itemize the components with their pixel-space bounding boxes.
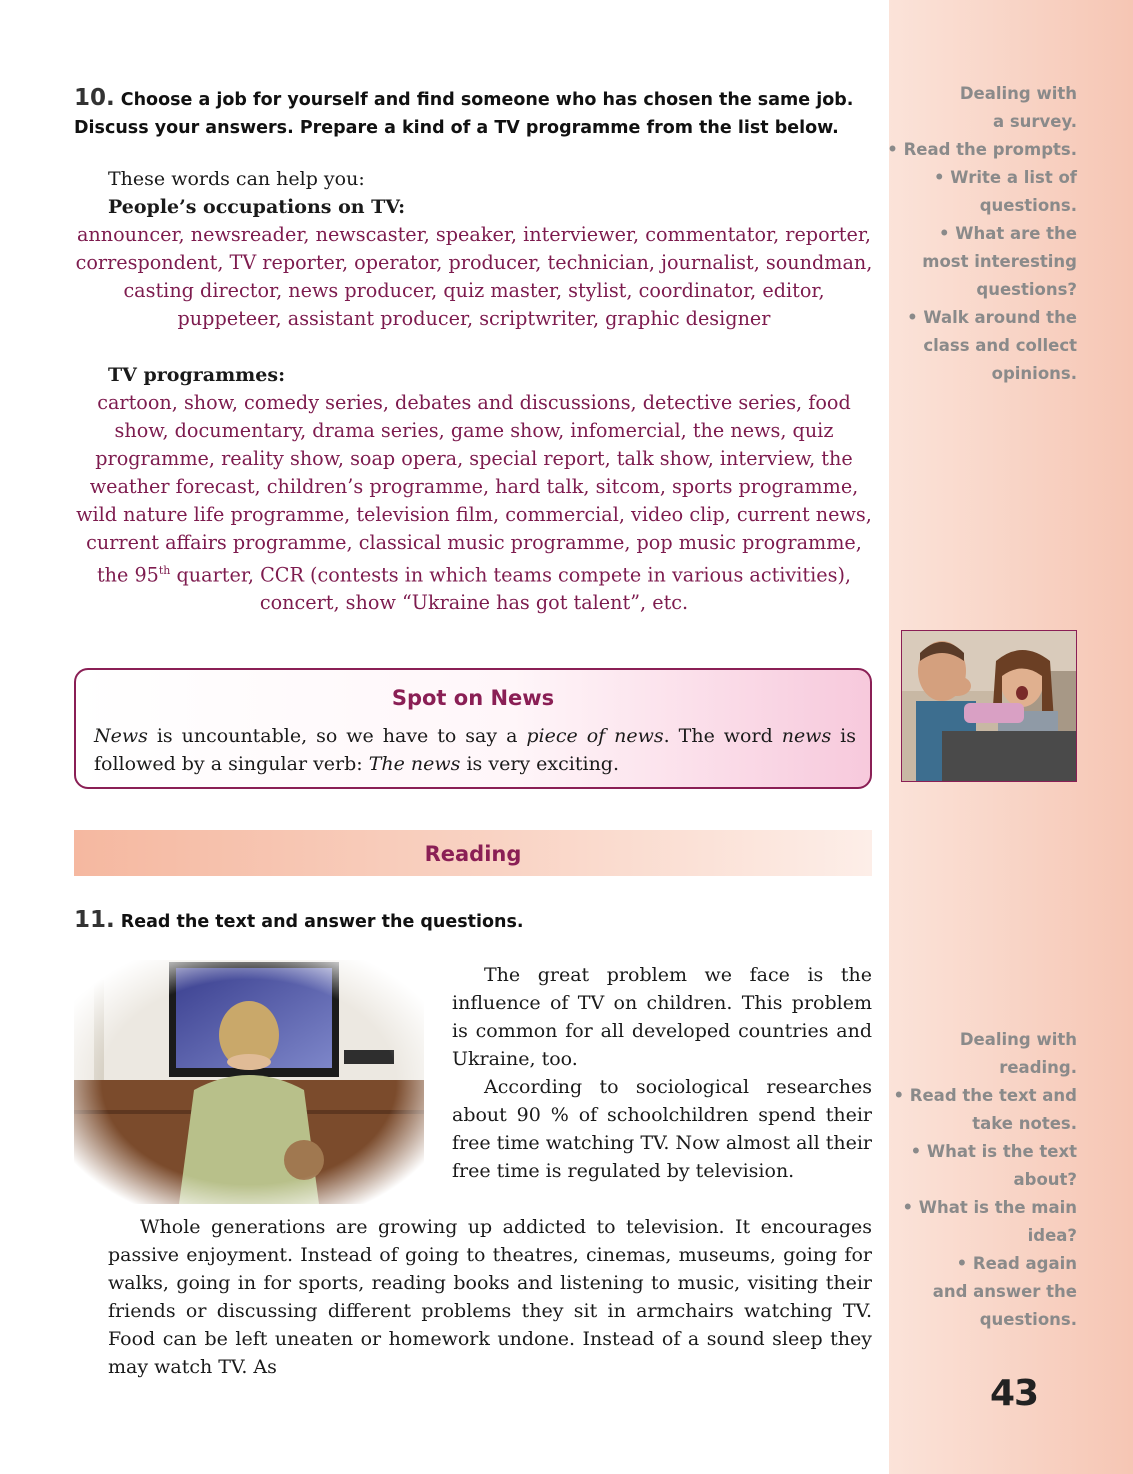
reading-title: Reading bbox=[424, 842, 522, 866]
tip-line: Dealing with bbox=[959, 84, 1077, 103]
task-text: Choose a job for yourself and find someone who has chosen the same job. Discuss your answers. Prepare a kind of a TV programme from the list below. bbox=[74, 90, 854, 138]
tip-line: • Read the text and bbox=[893, 1086, 1077, 1105]
task-11-instruction bbox=[74, 906, 874, 936]
surprised-couple-photo bbox=[901, 630, 1077, 782]
programmes-list: cartoon, show, comedy series, debates and discussions, detective series, food show, documentary, drama series, game show, infomercial, the news, quiz programme, reality show, soap opera, special report, talk show, interview, the weather forecast, children’s programme, hard talk, sitcom, sports programme, wild nature life programme, television film, commercial, video clip, current news, current affairs programme, classical music programme, pop music programme, the 95th quarter, CCR (contests in which teams compete in various activities), concert, show “Ukraine has got talent”, etc. bbox=[76, 391, 872, 615]
spot-on-news-box bbox=[74, 668, 872, 789]
reading-text-column bbox=[452, 961, 872, 1185]
task-number: 11. bbox=[74, 907, 115, 933]
tip-line: • Walk around the bbox=[907, 308, 1077, 327]
spot-title: Spot on News bbox=[391, 686, 555, 710]
child-watching-tv-photo bbox=[74, 960, 424, 1204]
reading-tips bbox=[877, 1026, 1077, 1334]
tip-line: idea? bbox=[1027, 1226, 1077, 1245]
spot-body: News is uncountable, so we have to say a piece of news. The word news is followed by a singular verb: The news is very exciting. bbox=[94, 725, 856, 775]
tip-line: • Read again bbox=[956, 1254, 1077, 1273]
tip-line: about? bbox=[1013, 1170, 1077, 1189]
reading-section-header bbox=[74, 830, 872, 876]
tip-line: • Read the prompts. bbox=[887, 140, 1077, 159]
tip-line: take notes. bbox=[972, 1114, 1077, 1133]
tip-line: questions. bbox=[979, 1310, 1077, 1329]
tip-line: • Write a list of bbox=[934, 168, 1077, 187]
tip-line: Dealing with bbox=[959, 1030, 1077, 1049]
tip-line: • What is the text bbox=[910, 1142, 1077, 1161]
tip-line: questions? bbox=[976, 280, 1077, 299]
reading-paragraph-3: Whole generations are growing up addicted to television. It encourages passive enjoyment. Instead of going to theatres, cinemas, museums, going for walks, going in for sports, reading books and listening to music, visiting their friends or discussing different problems they sit in armchairs watching TV. Food can be left uneaten or homework undone. Instead of a sound sleep they may watch TV. As bbox=[108, 1216, 872, 1378]
reading-text-full bbox=[108, 1213, 872, 1381]
tip-line: reading. bbox=[999, 1058, 1077, 1077]
tip-line: and answer the bbox=[932, 1282, 1077, 1301]
tip-line: • What is the main bbox=[902, 1198, 1077, 1217]
survey-tips bbox=[877, 80, 1077, 388]
reading-paragraph-2: According to sociological researches about 90 % of schoolchildren spend their free time watching TV. Now almost all their free time is regulated by television. bbox=[452, 1076, 872, 1182]
occupations-heading: People’s occupations on TV: bbox=[108, 196, 406, 218]
tip-line: most interesting bbox=[922, 252, 1077, 271]
tip-line: a survey. bbox=[992, 112, 1077, 131]
tip-line: • What are the bbox=[938, 224, 1077, 243]
task-number: 10. bbox=[74, 85, 115, 111]
reading-paragraph-1: The great problem we face is the influence of TV on children. This problem is common for all developed countries and Ukraine, too. bbox=[452, 964, 872, 1070]
page-number: 43 bbox=[990, 1373, 1039, 1414]
tip-line: class and collect bbox=[923, 336, 1077, 355]
occupations-list: announcer, newsreader, newscaster, speaker, interviewer, commentator, reporter, correspondent, TV reporter, operator, producer, technician, journalist, soundman, casting director, news producer, quiz master, stylist, coordinator, editor, puppeteer, assistant producer, scriptwriter, graphic designer bbox=[75, 223, 873, 330]
programmes-heading: TV programmes: bbox=[108, 364, 286, 386]
words-intro: These words can help you: bbox=[108, 168, 365, 190]
task-text: Read the text and answer the questions. bbox=[120, 912, 524, 932]
tip-line: opinions. bbox=[991, 364, 1077, 383]
tip-line: questions. bbox=[979, 196, 1077, 215]
task-10-instruction bbox=[74, 84, 874, 142]
